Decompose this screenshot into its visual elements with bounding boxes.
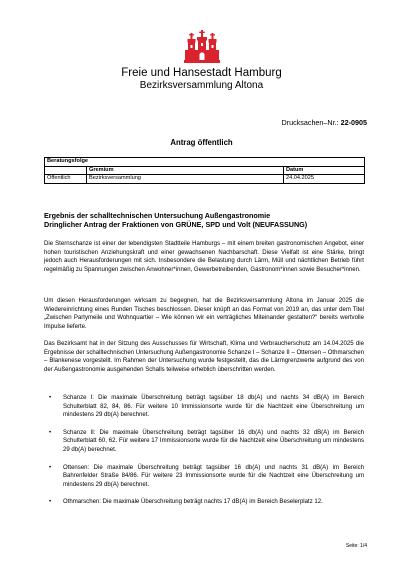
city-name: Freie und Hansestadt Hamburg xyxy=(121,67,282,79)
document-type: Antrag öffentlich xyxy=(170,138,233,147)
table-cell-datum: 24.04.2025 xyxy=(284,175,365,184)
list-item-text: Ottensen: Die maximale Überschreitung beträgt tagsüber 16 db(A) und nachts 31 dB(A) im Bereich Bahrenfelder Straße 84/86. Für weitere 23 Immissionsorte wurde für die Nachtzeit eine Überschreitung um mindestens 29 db(A) berechnet. xyxy=(63,464,364,488)
assembly-name: Bezirksversammlung Altona xyxy=(139,80,264,91)
beratungsfolge-table xyxy=(44,157,365,184)
list-item xyxy=(44,394,364,420)
page-number: Seite: 1/4 xyxy=(345,543,367,549)
drucksache-number xyxy=(281,118,367,127)
document-title: Ergebnis der schalltechnischen Untersuchung Außengastronomie xyxy=(44,211,271,220)
table-cell-gremium: Bezirksversammlung xyxy=(87,175,284,184)
document-subtitle: Dringlicher Antrag der Fraktionen von GRÜNE, SPD und Volt (NEUFASSUNG) xyxy=(44,220,308,229)
paragraph: Das Bezirksamt hat in der Sitzung des Ausschusses für Wirtschaft, Klima und Verbraucherschutz am 14.04.2025 die Ergebnisse der schalltechnischen Untersuchung Außengastronomie Schanze I – Schanze II – Ottensen – Othmarschen – Blankenese vorgestellt. Im Rahmen der Untersuchung wurde festgestellt, das die Lärmgrenzwerte aufgrund des von der Außengastronomie ausgehenden Schalls teilweise erheblich überschritten werden. xyxy=(44,341,364,373)
table-header-cell xyxy=(45,166,87,175)
list-item xyxy=(44,429,364,455)
list-item xyxy=(44,498,364,507)
list-item-text: Othmarschen: Die maximale Überschreitung beträgt nachts 17 dB(A) im Bereich Beselerplatz 12. xyxy=(63,499,323,506)
bullet-icon: • xyxy=(49,429,52,436)
measurement-list xyxy=(44,394,364,516)
paragraph: Um diesen Herausforderungen wirksam zu begegnen, hat die Bezirksversammlung Altona im Januar 2025 die Wiedereinrichtung eines Runden Tisches beschlossen. Dieser knüpft an das Format von 2019 an, das unter dem Titel „Zwischen Partymeile und Wohnquartier – Wie können wir ein verträgliches Miteinander gestalten?“ bereits wertvolle Impulse lieferte. xyxy=(44,298,364,330)
list-item xyxy=(44,464,364,490)
paragraph: Die Sternschanze ist einer der lebendigsten Stadtteile Hamburgs – mit einem breiten gastronomischen Angebot, einer hohen touristischen Anziehungskraft und einer gewachsenen Nachbarschaft. Diese Vielfalt ist eine Stärke, bringt jedoch auch Herausforderungen mit sich. Insbesondere die Belastung durch Lärm, Müll und nächtlichen Betrieb führt regelmäßig zu Spannungen zwischen Anwohner*innen, Gewerbetreibenden, Gastronom*innen sowie Besucher*innen. xyxy=(44,241,364,273)
table-cell-status: Öffentlich xyxy=(45,175,87,184)
list-item-text: Schanze II: Die maximale Überschreitung beträgt tagsüber 16 db(A) und nachts 32 dB(A) im Bereich Schulterblatt 60, 62. Für weitere 17 Immissionsorte wurde für die Nachtzeit eine Überschreitung um mindestens 29 db(A) berechnet. xyxy=(63,429,364,453)
bullet-icon: • xyxy=(49,395,52,401)
table-row xyxy=(45,175,365,184)
drucksache-label: Drucksachen–Nr.: xyxy=(281,118,341,127)
beratungsfolge-title: Beratungsfolge xyxy=(45,158,365,167)
bullet-icon: • xyxy=(49,499,52,506)
list-item-text: Schanze I: Die maximale Überschreitung beträgt tagsüber 18 db(A) und nachts 34 dB(A) im Bereich Schulterblatt 82, 84, 86. Für weitere 10 Immissionsorte wurde für die Nachtzeit eine Überschreitung um mindestens 29 db(A) berechnet. xyxy=(63,395,364,419)
hamburg-castle-logo-icon xyxy=(182,30,222,66)
table-header-gremium: Gremium xyxy=(87,166,284,175)
table-header-datum: Datum xyxy=(284,166,365,175)
drucksache-value: 22-0905 xyxy=(340,118,367,127)
bullet-icon: • xyxy=(49,464,52,471)
